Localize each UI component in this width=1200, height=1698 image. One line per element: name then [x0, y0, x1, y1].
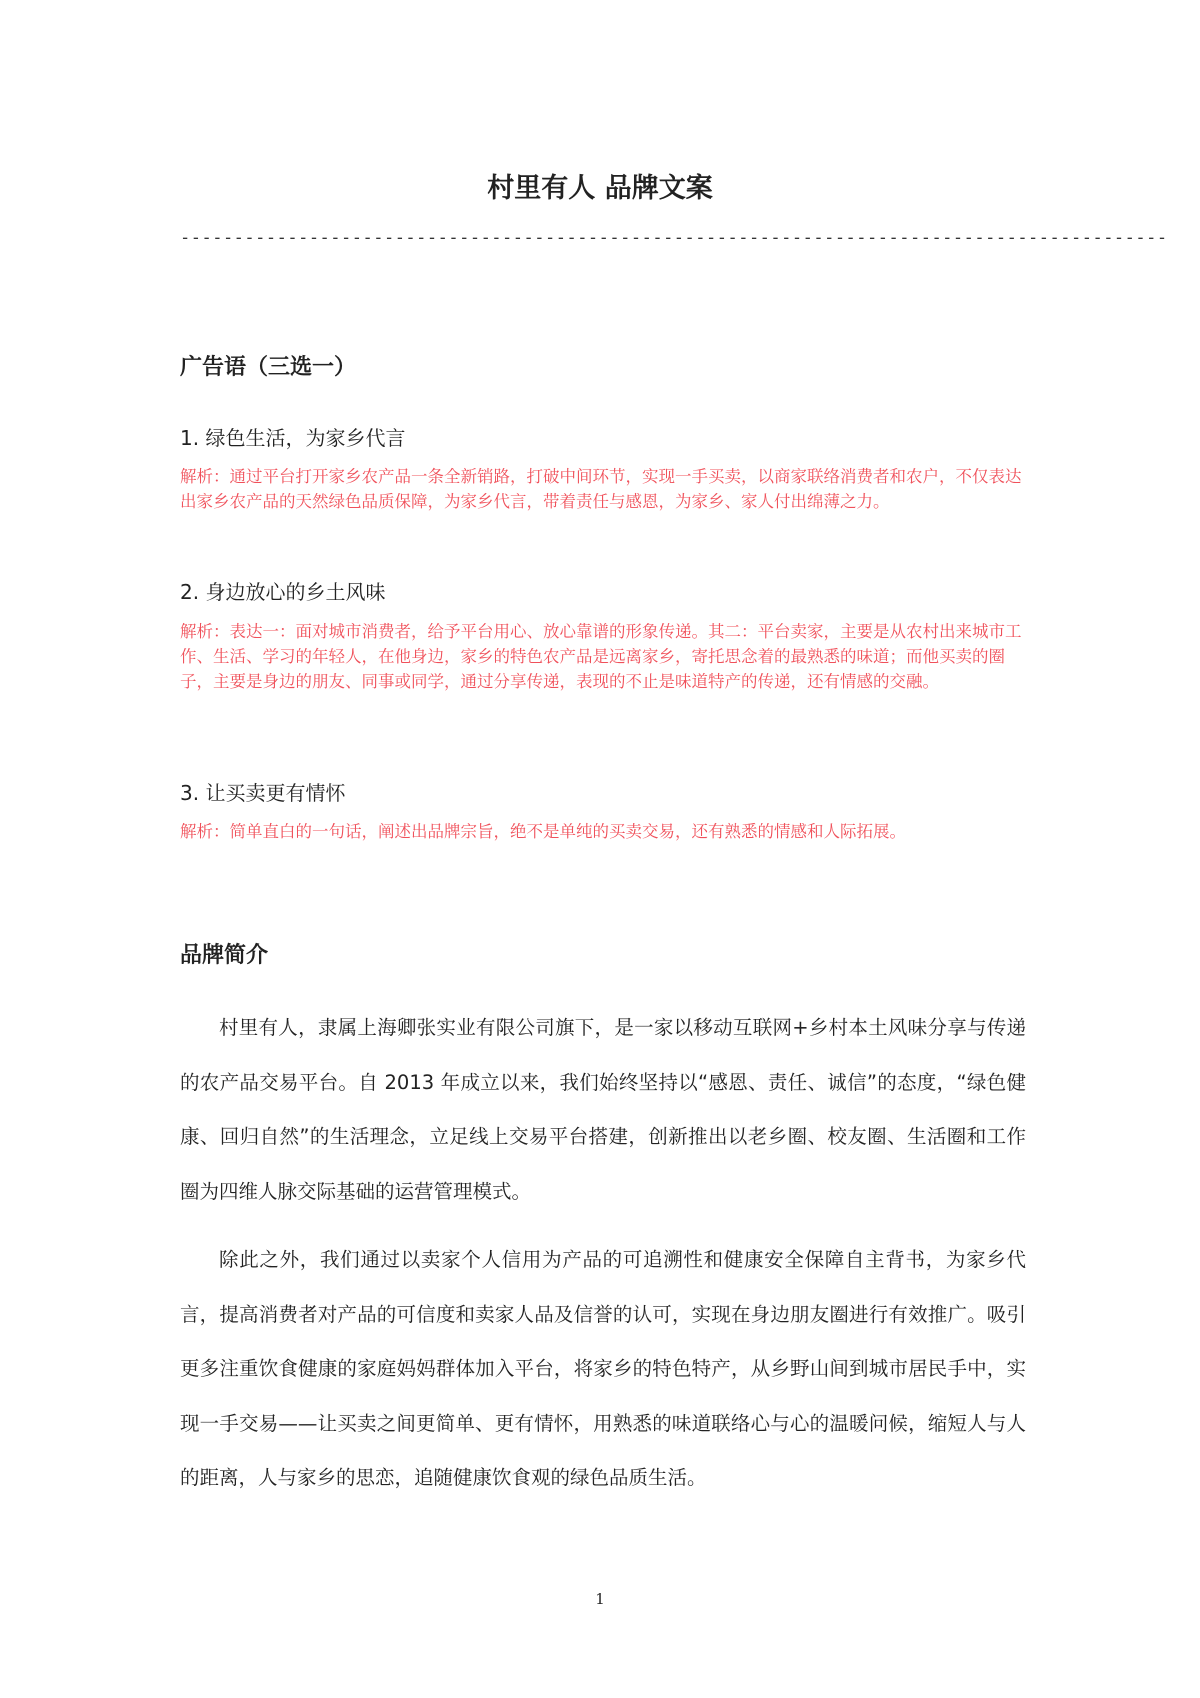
page-number: 1	[595, 1590, 605, 1608]
slogan-note: 解析：表达一：面对城市消费者，给予平台用心、放心靠谱的形象传递。其二：平台卖家，主要是从农村出来城市工作、生活、学习的年轻人，在他身边，家乡的特色农产品是远离家乡，寄托思念着的最熟悉的味道；而他买卖的圈子，主要是身边的朋友、同事或同学，通过分享传递，表现的不止是味道特产的传递，还有情感的交融。	[180, 622, 1022, 691]
slogan-note: 解析：简单直白的一句话，阐述出品牌宗旨，绝不是单纯的买卖交易，还有熟悉的情感和人际拓展。	[180, 822, 906, 841]
slogan-item: 2. 身边放心的乡土风味	[180, 580, 386, 604]
divider: --------------------------------------------------------------------------------------------	[180, 228, 1168, 248]
intro-paragraph: 村里有人，隶属上海卿张实业有限公司旗下，是一家以移动互联网+乡村本土风味分享与传递的农产品交易平台。自 2013 年成立以来，我们始终坚持以“感恩、责任、诚信”的态度，“绿色健康、回归自然”的生活理念，立足线上交易平台搭建，创新推出以老乡圈、校友圈、生活圈和工作圈为四维人脉交际基础的运营管理模式。	[180, 1016, 1026, 1203]
slogan-item: 1. 绿色生活，为家乡代言	[180, 426, 406, 450]
slogan-item: 3. 让买卖更有情怀	[180, 781, 346, 805]
document-title: 村里有人 品牌文案	[487, 173, 713, 204]
intro-paragraph: 除此之外，我们通过以卖家个人信用为产品的可追溯性和健康安全保障自主背书，为家乡代言，提高消费者对产品的可信度和卖家人品及信誉的认可，实现在身边朋友圈进行有效推广。吸引更多注重饮食健康的家庭妈妈群体加入平台，将家乡的特色特产，从乡野山间到城市居民手中，实现一手交易——让买卖之间更简单、更有情怀，用熟悉的味道联络心与心的温暖问候，缩短人与人的距离，人与家乡的思恋，追随健康饮食观的绿色品质生活。	[180, 1248, 1026, 1489]
section-heading-intro: 品牌简介	[180, 943, 269, 968]
section-heading-slogans: 广告语（三选一）	[180, 355, 357, 380]
slogan-note: 解析：通过平台打开家乡农产品一条全新销路，打破中间环节，实现一手买卖，以商家联络消费者和农户，不仅表达出家乡农产品的天然绿色品质保障，为家乡代言，带着责任与感恩，为家乡、家人付出绵薄之力。	[180, 467, 1022, 511]
